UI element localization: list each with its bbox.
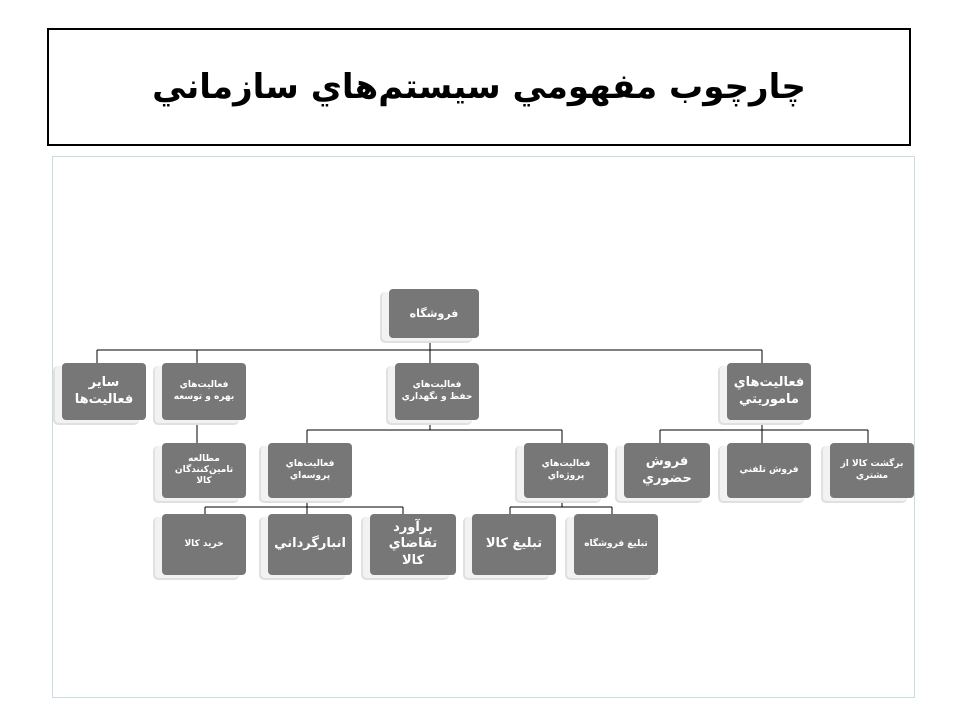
org-chart-area (52, 156, 915, 698)
node-phone-sales: فروش تلفني (727, 443, 811, 498)
node-supplier-study: مطالعه تامين‌كنندگان كالا (162, 443, 246, 498)
node-in-person-sales: فروش حضوري (624, 443, 710, 498)
node-customer-returns: برگشت كالا از مشتري (830, 443, 914, 498)
node-project-activities: فعاليت‌هاي پروژه‌اي (524, 443, 608, 498)
node-product-ads: تبليغ كالا (472, 514, 556, 575)
node-purchase-goods: خريد كالا (162, 514, 246, 575)
node-maintenance-activities: فعاليت‌هاي حفظ و نگهداري (395, 363, 479, 420)
node-store: فروشگاه (389, 289, 479, 338)
slide-title: چارچوب مفهومي سيستم‌هاي سازماني (152, 67, 806, 107)
node-store-ads: تبليغ فروشگاه (574, 514, 658, 575)
node-mission-activities: فعاليت‌هاي ماموريتي (727, 363, 811, 420)
title-frame (47, 28, 911, 146)
node-demand-estimation: برآورد تقاضاي كالا (370, 514, 456, 575)
node-process-activities: فعاليت‌هاي پروسه‌اي (268, 443, 352, 498)
node-warehousing: انبارگرداني (268, 514, 352, 575)
node-other-activities: ساير فعاليت‌ها (62, 363, 146, 420)
node-productivity-activities: فعاليت‌هاي بهره‌ و توسعه (162, 363, 246, 420)
